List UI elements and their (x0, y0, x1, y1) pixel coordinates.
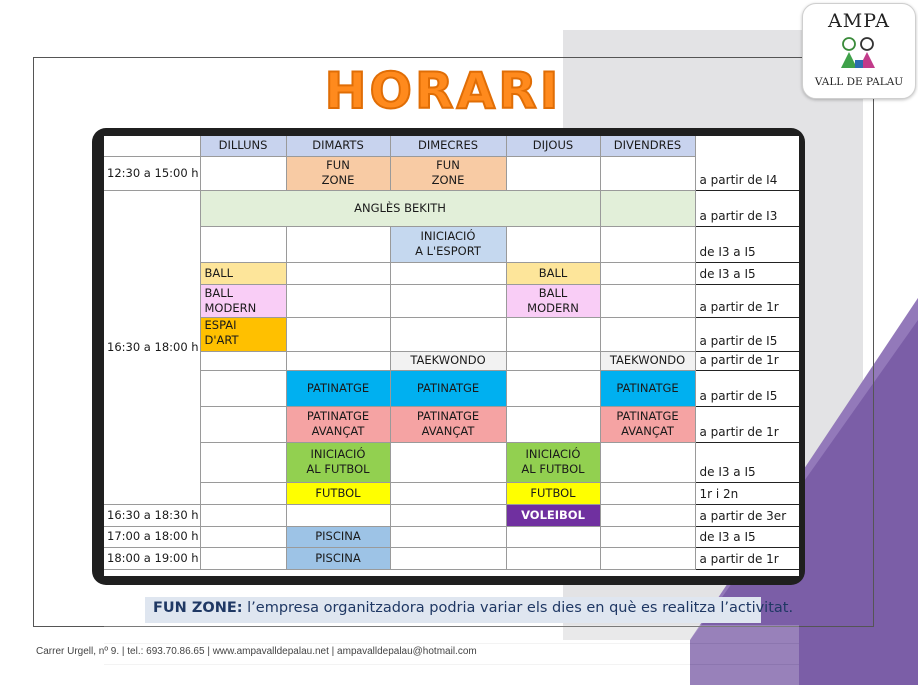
activity-iniciacio-esport: INICIACIÓ A L'ESPORT (390, 226, 506, 262)
header-dilluns: DILLUNS (200, 136, 286, 156)
activity-iniciacio-futbol-dijous: INICIACIÓ AL FUTBOL (506, 442, 600, 482)
activity-futbol-dijous: FUTBOL (506, 482, 600, 504)
age-note: a partir de 1r (695, 284, 799, 317)
activity-patinatge-divendres: PATINATGE (600, 370, 695, 406)
age-note: de I3 a I5 (695, 442, 799, 482)
age-note: a partir de I4 (695, 156, 799, 190)
activity-patinatge-dimecres: PATINATGE (390, 370, 506, 406)
table-row (104, 526, 799, 547)
time-cell: 16:30 a 18:30 h (104, 504, 200, 526)
fun-zone-note-label: FUN ZONE: (153, 600, 243, 616)
activity-piscina-1: PISCINA (286, 526, 390, 547)
fun-zone-note (153, 600, 793, 616)
table-row (104, 547, 799, 569)
table-row (104, 442, 799, 482)
header-dimecres: DIMECRES (390, 136, 506, 156)
table-row (104, 262, 799, 284)
activity-fun-zone-dimecres: FUN ZONE (390, 156, 506, 190)
activity-ball-modern-dijous: BALL MODERN (506, 284, 600, 317)
age-note: a partir de I5 (695, 370, 799, 406)
time-cell: 16:30 a 18:00 h (104, 190, 200, 504)
time-cell: 12:30 a 15:00 h (104, 156, 200, 190)
table-row (104, 190, 799, 226)
age-note: a partir de I5 (695, 317, 799, 351)
age-note: a partir de 1r (695, 547, 799, 569)
activity-taekwondo-divendres: TAEKWONDO (600, 351, 695, 370)
activity-voleibol: VOLEIBOL (506, 504, 600, 526)
page-title: HORARI (324, 62, 562, 120)
table-row (104, 226, 799, 262)
table-row (104, 284, 799, 317)
ampa-logo (802, 3, 916, 99)
activity-ball-dilluns: BALL (200, 262, 286, 284)
age-note: de I3 a I5 (695, 262, 799, 284)
header-note-empty (695, 136, 799, 156)
activity-futbol-dimarts: FUTBOL (286, 482, 390, 504)
header-dimarts: DIMARTS (286, 136, 390, 156)
header-divendres: DIVENDRES (600, 136, 695, 156)
logo-text-ampa: AMPA (828, 10, 890, 32)
activity-iniciacio-futbol-dimarts: INICIACIÓ AL FUTBOL (286, 442, 390, 482)
age-note: de I3 a I5 (695, 226, 799, 262)
activity-patinatge-dimarts: PATINATGE (286, 370, 390, 406)
activity-ball-dijous: BALL (506, 262, 600, 284)
age-note: a partir de I3 (695, 190, 799, 226)
age-note: a partir de 3er (695, 504, 799, 526)
fun-zone-note-text: l’empresa organitzadora podria variar els dies en què es realitza l’activitat. (242, 600, 794, 616)
activity-piscina-2: PISCINA (286, 547, 390, 569)
footer-contact: Carrer Urgell, nº 9. | tel.: 693.70.86.65 | www.ampavalldepalau.net | ampavalldepalau@hotmail.com (36, 646, 477, 657)
table-row (104, 504, 799, 526)
children-icon (833, 34, 885, 74)
table-row (104, 406, 799, 442)
age-note: 1r i 2n (695, 482, 799, 504)
activity-fun-zone-dimarts: FUN ZONE (286, 156, 390, 190)
activity-patinatge-avancat-dimarts: PATINATGE AVANÇAT (286, 406, 390, 442)
schedule-table (104, 136, 799, 570)
activity-taekwondo-dimecres: TAEKWONDO (390, 351, 506, 370)
table-row (104, 482, 799, 504)
time-cell: 18:00 a 19:00 h (104, 547, 200, 569)
activity-patinatge-avancat-dimecres: PATINATGE AVANÇAT (390, 406, 506, 442)
header-dijous: DIJOUS (506, 136, 600, 156)
table-row (104, 370, 799, 406)
activity-ball-modern-dilluns: BALL MODERN (200, 284, 286, 317)
age-note: de I3 a I5 (695, 526, 799, 547)
header-empty (104, 136, 200, 156)
table-row (104, 317, 799, 351)
age-note: a partir de 1r (695, 406, 799, 442)
table-row (104, 156, 799, 190)
activity-espai-art: ESPAI D'ART (200, 317, 286, 351)
activity-angles-bekith: ANGLÈS BEKITH (200, 190, 600, 226)
time-cell: 17:00 a 18:00 h (104, 526, 200, 547)
age-note: a partir de 1r (695, 351, 799, 370)
schedule-screen (104, 136, 799, 576)
table-row (104, 351, 799, 370)
activity-patinatge-avancat-divendres: PATINATGE AVANÇAT (600, 406, 695, 442)
logo-text-vall-de-palau: VALL DE PALAU (814, 76, 904, 88)
table-header-row (104, 136, 799, 156)
